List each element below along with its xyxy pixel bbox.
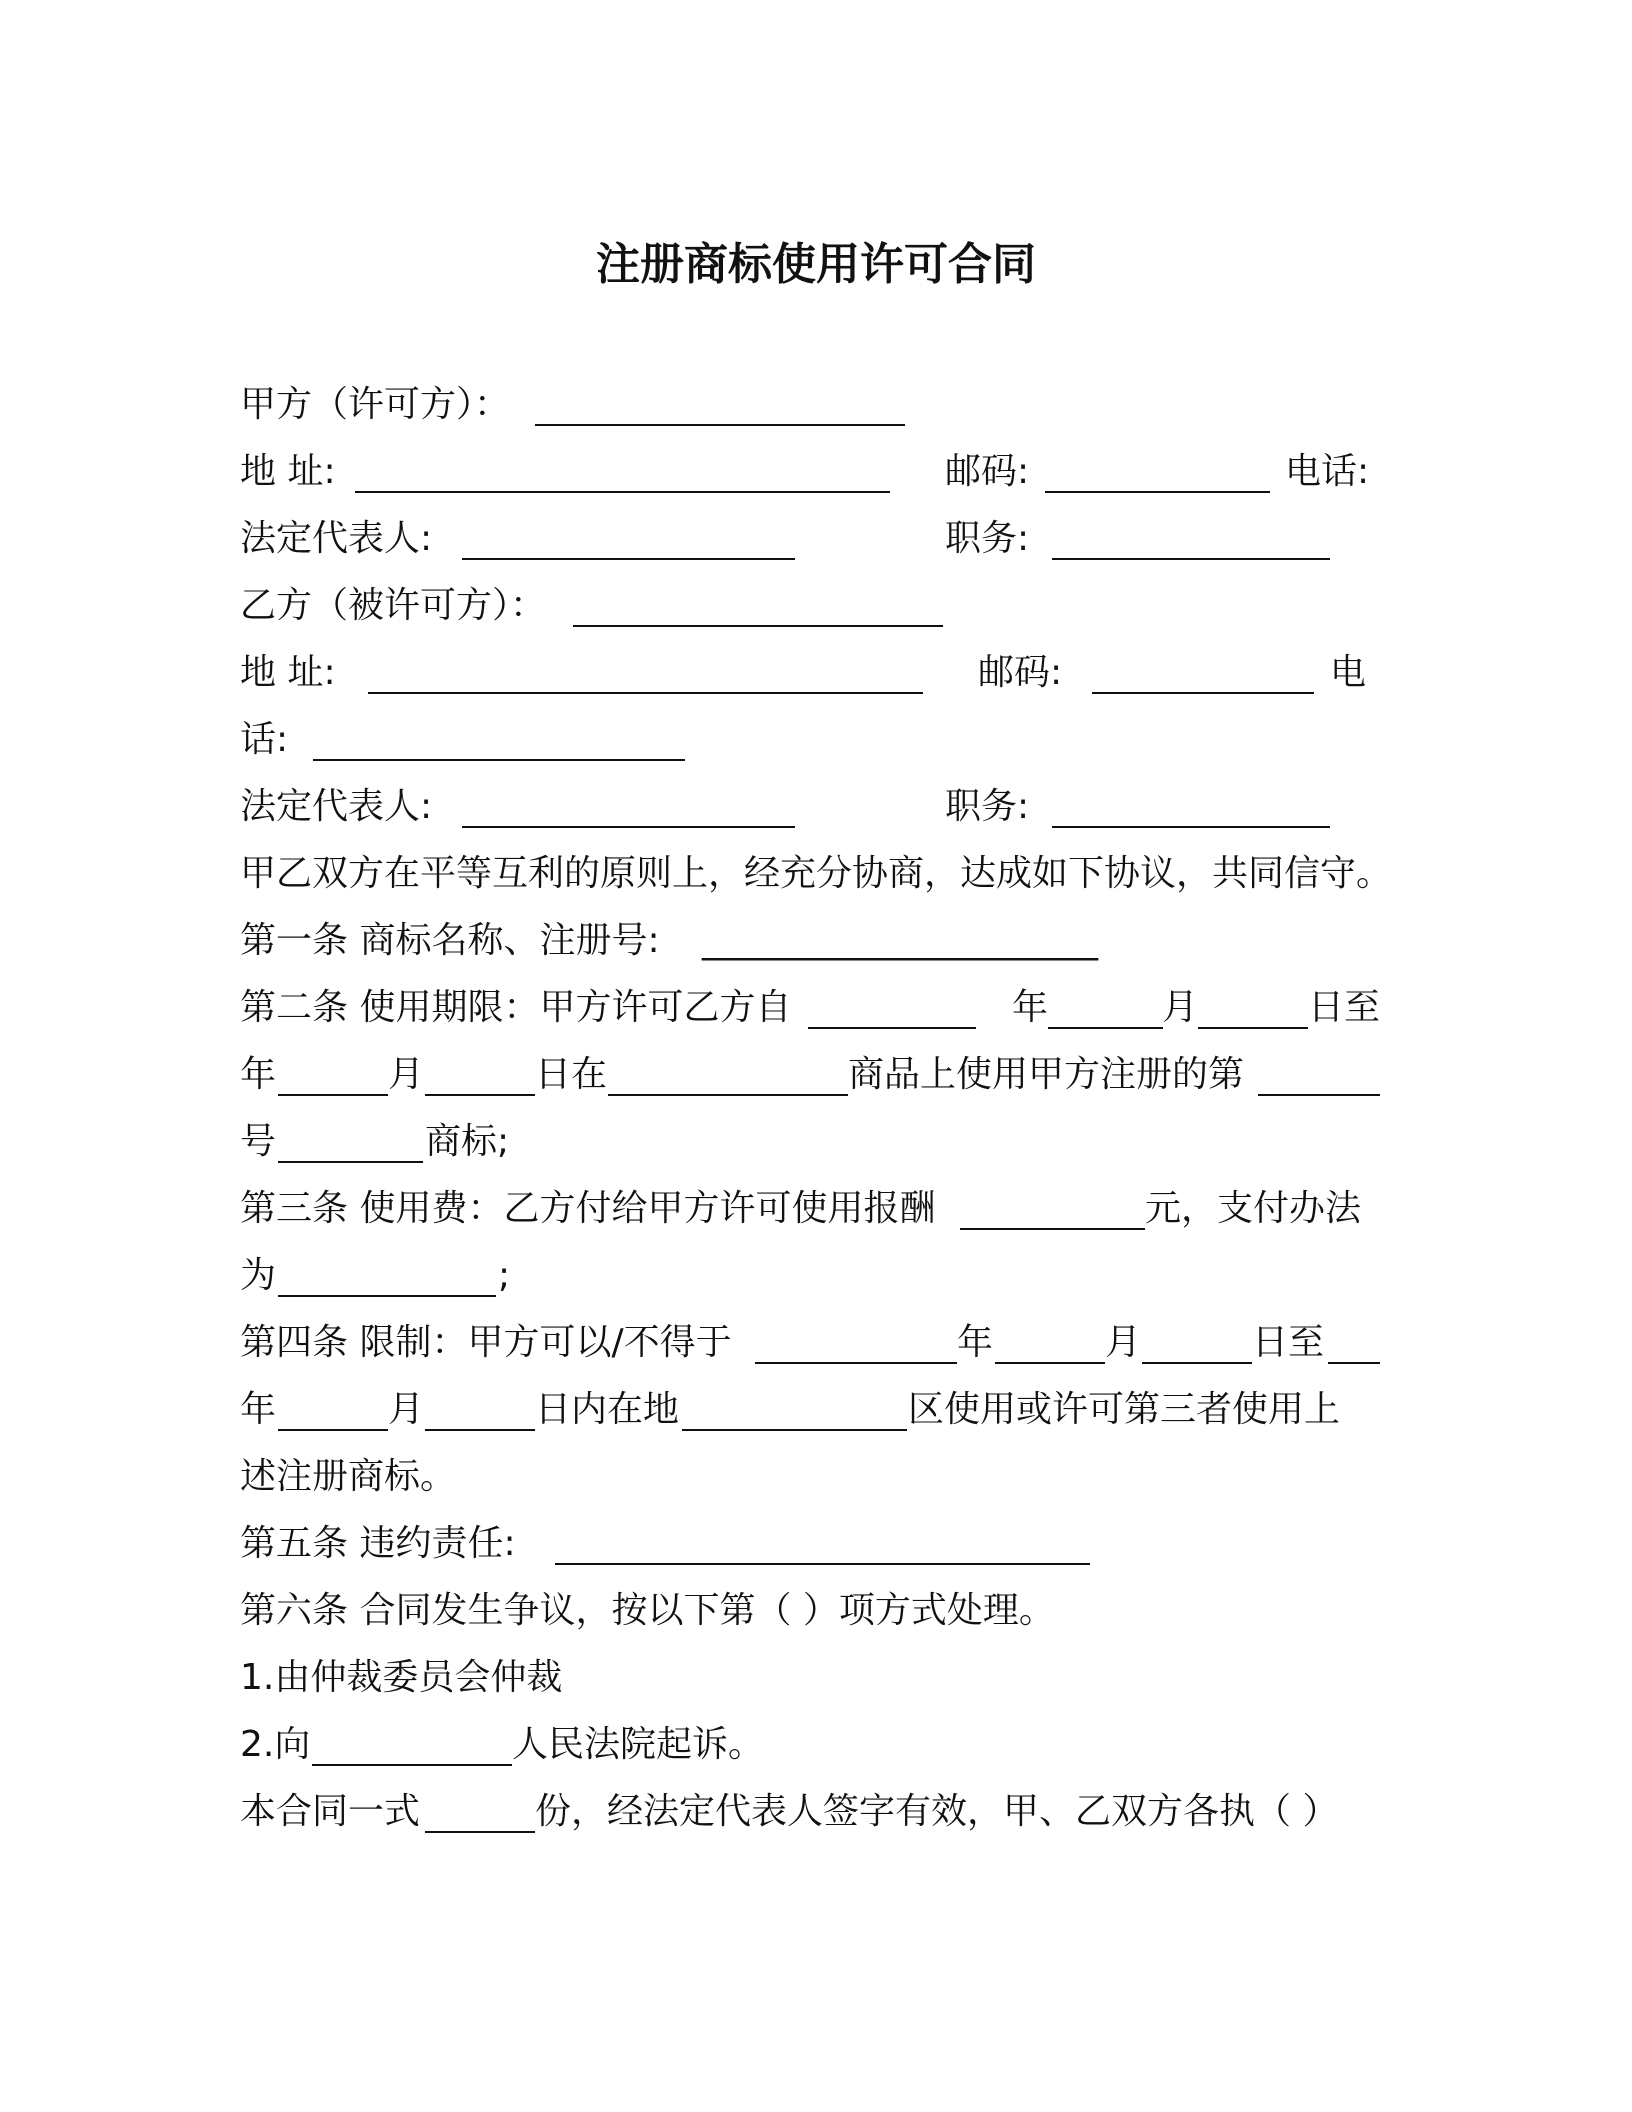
article-2-end-month-blank	[278, 1094, 388, 1096]
article-3-payment-blank	[278, 1295, 496, 1297]
party-a-position-label: 职务:	[945, 518, 1030, 559]
party-a-postcode-label: 邮码:	[945, 451, 1030, 492]
article-2-trademark-end: 商标;	[425, 1121, 510, 1162]
party-a-address-label: 地 址:	[240, 451, 336, 492]
party-b-postcode-label: 邮码:	[978, 652, 1063, 693]
article-4-start-month-blank	[995, 1362, 1105, 1364]
article-3-wei: 为	[240, 1255, 277, 1296]
article-2-start-year-blank	[808, 1027, 976, 1029]
article-2-day-to-label: 日至	[1308, 987, 1381, 1028]
party-a-postcode-blank	[1045, 491, 1270, 493]
party-a-position-blank	[1052, 558, 1330, 560]
party-b-address-blank	[368, 692, 923, 694]
article-2-end-month-label: 月	[388, 1054, 425, 1095]
article-4-end-month-label: 月	[388, 1389, 425, 1430]
article-2-trademark-blank	[278, 1161, 423, 1163]
article-4-start-year-blank	[755, 1362, 957, 1364]
article-4-end-year-label: 年	[240, 1389, 277, 1430]
article-1-text: 第一条 商标名称、注册号:	[240, 920, 660, 961]
article-2-number-blank	[1258, 1094, 1380, 1096]
article-5-text: 第五条 违约责任:	[240, 1523, 516, 1564]
party-b-phone-label-part1: 电	[1330, 652, 1367, 693]
party-b-address-label: 地 址:	[240, 652, 336, 693]
party-a-legal-rep-blank	[462, 558, 795, 560]
article-4-region-blank	[682, 1429, 907, 1431]
article-2-start-day-blank	[1198, 1027, 1308, 1029]
article-6-option-1: 1.由仲裁委员会仲裁	[240, 1657, 563, 1698]
closing-text-prefix: 本合同一式	[240, 1791, 421, 1832]
article-5-liability-blank	[555, 1563, 1090, 1565]
article-3-yuan-text: 元，支付办法	[1145, 1188, 1362, 1229]
article-2-goods-blank	[608, 1094, 848, 1096]
article-4-intro: 第四条 限制：甲方可以/不得于	[240, 1322, 732, 1363]
article-3-intro: 第三条 使用费：乙方付给甲方许可使用报酬	[240, 1188, 936, 1229]
article-3-semicolon: ;	[498, 1255, 511, 1296]
article-2-year-label: 年	[1012, 987, 1049, 1028]
article-2-month-label: 月	[1162, 987, 1199, 1028]
article-3-fee-blank	[960, 1228, 1145, 1230]
party-b-name-blank	[573, 625, 943, 627]
party-a-label: 甲方（许可方）：	[240, 384, 511, 425]
article-4-month-label: 月	[1105, 1322, 1142, 1363]
article-2-start-month-blank	[1048, 1027, 1163, 1029]
article-6-court-blank	[312, 1764, 512, 1766]
document-title: 注册商标使用许可合同	[596, 239, 1036, 290]
article-4-ending: 述注册商标。	[240, 1456, 457, 1497]
article-2-goods-text: 商品上使用甲方注册的第	[848, 1054, 1245, 1095]
party-b-phone-blank	[313, 759, 685, 761]
article-4-end-month-blank	[278, 1429, 388, 1431]
article-2-end-year-label: 年	[240, 1054, 277, 1095]
article-1-blank: ______________________	[702, 920, 1098, 961]
article-6-option-2-suffix: 人民法院起诉。	[512, 1724, 765, 1765]
article-4-day-to-label: 日至	[1252, 1322, 1325, 1363]
closing-copies-blank	[425, 1831, 535, 1833]
party-a-phone-label: 电话:	[1285, 451, 1370, 492]
party-b-legal-rep-label: 法定代表人:	[240, 786, 433, 827]
article-4-end-year-blank	[1328, 1362, 1380, 1364]
party-b-label: 乙方（被许可方）：	[240, 585, 547, 626]
party-a-legal-rep-label: 法定代表人:	[240, 518, 433, 559]
party-a-address-blank	[355, 491, 890, 493]
party-b-phone-label-part2: 话:	[240, 719, 289, 760]
article-4-day-within-label: 日内在地	[535, 1389, 680, 1430]
article-6-text: 第六条 合同发生争议，按以下第（ ）项方式处理。	[240, 1590, 1055, 1631]
article-2-end-day-blank	[425, 1094, 535, 1096]
preamble-text: 甲乙双方在平等互利的原则上，经充分协商，达成如下协议，共同信守。	[240, 853, 1393, 894]
article-4-year-label: 年	[957, 1322, 994, 1363]
article-2-intro: 第二条 使用期限：甲方许可乙方自	[240, 987, 792, 1028]
article-4-region-text: 区使用或许可第三者使用上	[908, 1389, 1341, 1430]
party-a-name-blank	[535, 424, 905, 426]
party-b-postcode-blank	[1092, 692, 1314, 694]
party-b-position-label: 职务:	[945, 786, 1030, 827]
party-b-legal-rep-blank	[462, 826, 795, 828]
article-6-option-2-prefix: 2.向	[240, 1724, 311, 1765]
closing-text-suffix: 份，经法定代表人签字有效，甲、乙双方各执（ ）	[535, 1791, 1339, 1832]
party-b-position-blank	[1052, 826, 1330, 828]
article-2-number-label: 号	[240, 1121, 277, 1162]
article-4-end-day-blank	[425, 1429, 535, 1431]
article-2-day-at-label: 日在	[535, 1054, 608, 1095]
article-4-start-day-blank	[1142, 1362, 1252, 1364]
